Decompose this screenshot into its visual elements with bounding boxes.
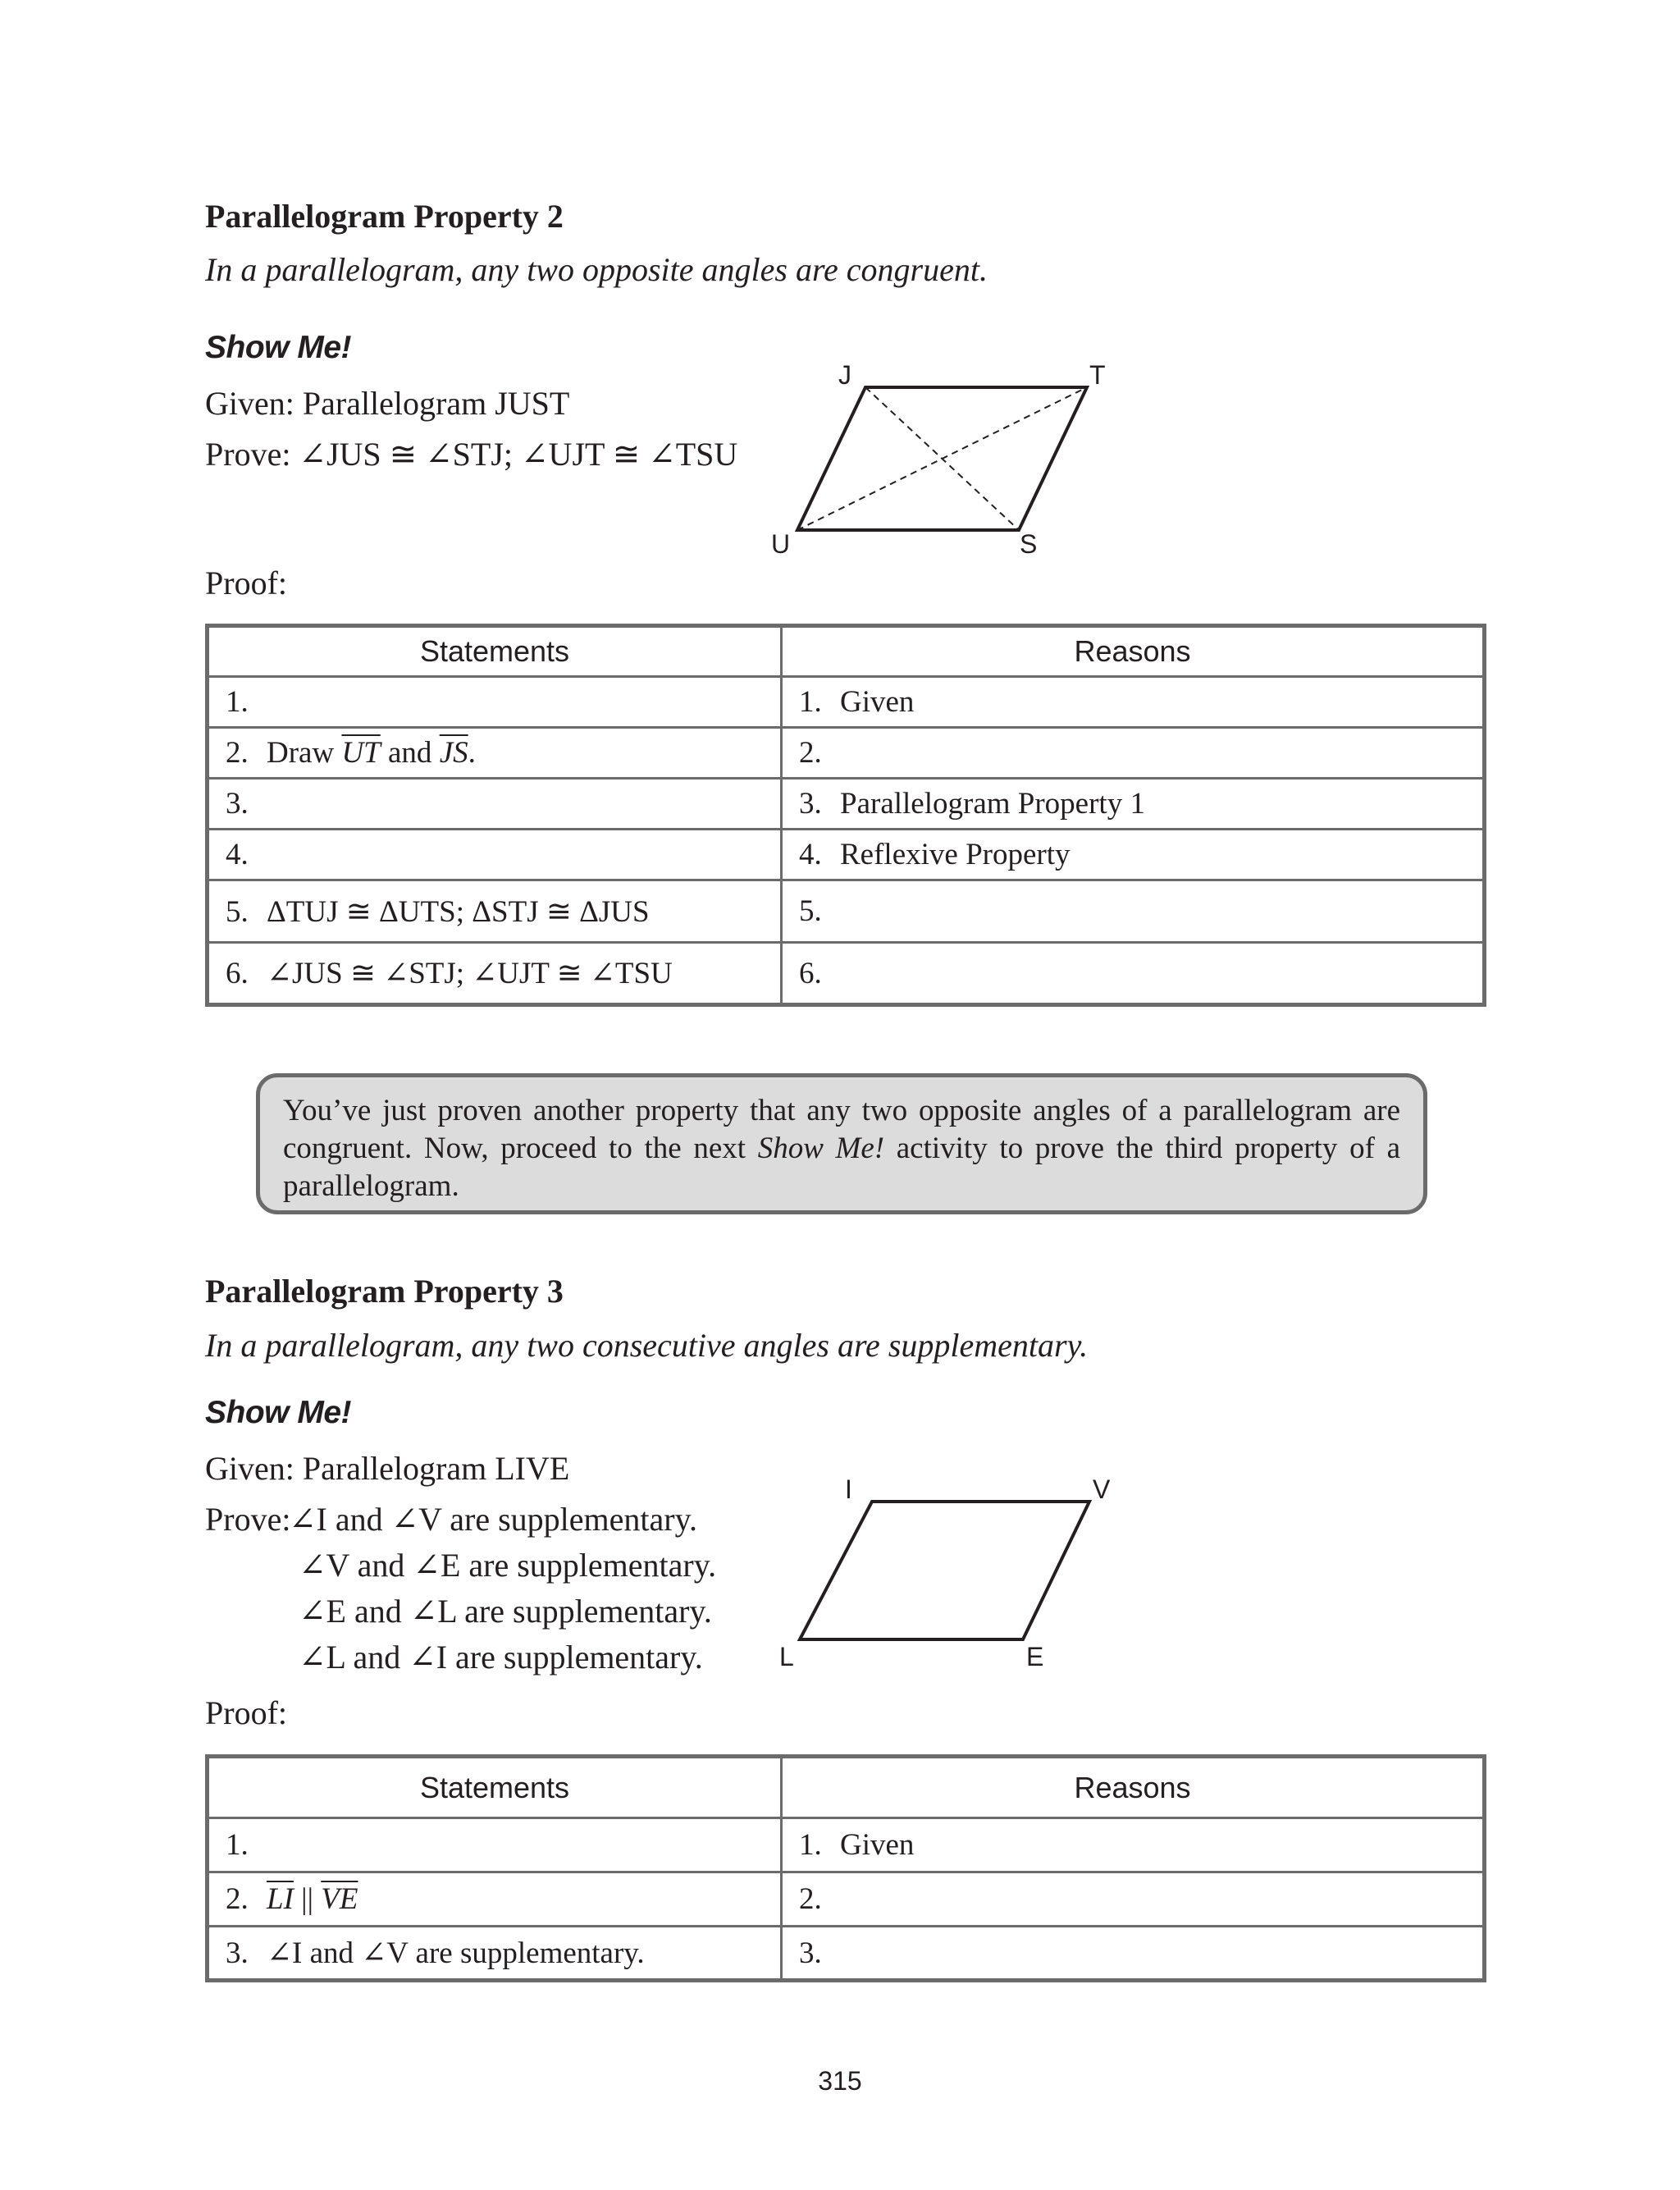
row-number: 1. — [799, 1828, 822, 1862]
vertex-label-t: T — [1089, 360, 1106, 390]
prove-line: ∠L and ∠I are supplementary. — [299, 1639, 703, 1676]
row-number: 6. — [226, 957, 249, 990]
table-row — [208, 1818, 1485, 1872]
row-number: 2. — [226, 736, 249, 770]
statement-cell — [208, 779, 782, 830]
statement-cell — [208, 1818, 782, 1872]
reason-text: Parallelogram Property 1 — [840, 787, 1145, 821]
reason-text: Given — [840, 685, 915, 719]
row-number: 1. — [799, 685, 822, 719]
proof-label: Proof: — [205, 565, 287, 601]
statement-cell — [208, 830, 782, 880]
statement-cell — [208, 1927, 782, 1981]
table-row — [208, 677, 1485, 728]
statements-header: Statements — [208, 1757, 782, 1818]
prove-label: Prove: — [205, 1501, 291, 1538]
vertex-label-l: L — [779, 1642, 794, 1671]
vertex-label-s: S — [1020, 529, 1038, 559]
diagonal-ut — [797, 387, 1087, 530]
reason-cell — [782, 1872, 1485, 1927]
show-me-heading: Show Me! — [205, 330, 351, 365]
row-number: 2. — [799, 1882, 822, 1916]
given-text: Given: Parallelogram JUST — [205, 385, 570, 422]
vertex-label-e: E — [1026, 1642, 1044, 1671]
row-number: 3. — [799, 1936, 822, 1970]
row-number: 1. — [226, 685, 249, 719]
row-number: 2. — [226, 1882, 249, 1916]
table-row — [208, 830, 1485, 880]
table-row — [208, 943, 1485, 1005]
row-number: 2. — [799, 736, 822, 770]
proof-table-1 — [205, 624, 1486, 1007]
statement-cell — [208, 1872, 782, 1927]
property-statement: In a parallelogram, any two consecutive angles are supplementary. — [205, 1327, 1089, 1364]
statement-text: ΔTUJ ≅ ΔUTS; ΔSTJ ≅ ΔJUS — [267, 894, 650, 929]
row-number: 3. — [226, 787, 249, 821]
proof-table-2 — [205, 1754, 1486, 1982]
statement-text: ∠JUS ≅ ∠STJ; ∠UJT ≅ ∠TSU — [267, 957, 673, 990]
row-number: 1. — [226, 1828, 249, 1862]
segment-li: $\overline{LI}$ — [267, 1882, 294, 1916]
segment-ve: $\overline{VE}$ — [321, 1882, 358, 1916]
statement-cell — [208, 943, 782, 1005]
row-number: 3. — [226, 1936, 249, 1970]
table-row — [208, 1927, 1485, 1981]
given-text: Given: Parallelogram LIVE — [205, 1450, 570, 1487]
reason-cell — [782, 943, 1485, 1005]
segment-ut: $\overline{UT}$ — [341, 736, 381, 770]
parallelogram-live-figure — [763, 1469, 1111, 1674]
statements-header: Statements — [208, 626, 782, 677]
reason-cell — [782, 779, 1485, 830]
proof-label: Proof: — [205, 1694, 287, 1731]
table-header-row — [208, 626, 1485, 677]
section-title: Parallelogram Property 2 — [205, 198, 564, 235]
note-text-end: activity to prove the third property of a parallelogram. — [283, 1132, 1400, 1203]
row-number: 3. — [799, 787, 822, 821]
reason-cell — [782, 677, 1485, 728]
reason-cell — [782, 880, 1485, 943]
statement-cell — [208, 677, 782, 728]
prove-line: ∠I and ∠V are supplementary. — [289, 1501, 697, 1538]
note-callout — [256, 1073, 1427, 1214]
statement-cell — [208, 880, 782, 943]
section-title: Parallelogram Property 3 — [205, 1273, 564, 1310]
statement-text: ∠I and ∠V are supplementary. — [267, 1936, 645, 1970]
prove-line: ∠V and ∠E are supplementary. — [299, 1547, 717, 1584]
note-text-start: You’ve just proven another property that any two opposite angles of a parallelogram are congruent. Now, proceed to the next — [283, 1094, 1400, 1165]
row-number: 5. — [799, 894, 822, 928]
reason-cell — [782, 728, 1485, 779]
show-me-heading: Show Me! — [205, 1395, 351, 1430]
prove-line: ∠E and ∠L are supplementary. — [299, 1593, 712, 1630]
table-row — [208, 728, 1485, 779]
reasons-header: Reasons — [782, 1757, 1485, 1818]
vertex-label-j: J — [838, 360, 851, 390]
prove-text: Prove: ∠JUS ≅ ∠STJ; ∠UJT ≅ ∠TSU — [205, 436, 738, 473]
table-row — [208, 779, 1485, 830]
row-number: 4. — [226, 838, 249, 871]
statement-text: Draw $\overline{UT}$ and $\overline{JS}$. — [267, 736, 476, 770]
reasons-header: Reasons — [782, 626, 1485, 677]
row-number: 6. — [799, 956, 822, 990]
reason-cell — [782, 1927, 1485, 1981]
segment-js: $\overline{JS}$ — [439, 736, 468, 770]
reason-text: Reflexive Property — [840, 838, 1071, 871]
table-row — [208, 880, 1485, 943]
vertex-label-v: V — [1093, 1474, 1111, 1504]
row-number: 5. — [226, 894, 249, 929]
reason-cell — [782, 1818, 1485, 1872]
table-header-row — [208, 1757, 1485, 1818]
parallelogram-just-figure — [763, 361, 1107, 558]
statement-cell — [208, 728, 782, 779]
page-number: 315 — [818, 2066, 862, 2096]
vertex-label-i: I — [845, 1474, 852, 1504]
vertex-label-u: U — [771, 529, 791, 559]
note-emphasis: Show Me! — [757, 1132, 885, 1165]
reason-cell — [782, 830, 1485, 880]
parallelogram-live-outline — [800, 1502, 1089, 1639]
statement-text: $\overline{LI}$ || $\overline{VE}$ — [267, 1882, 358, 1916]
reason-text: Given — [840, 1828, 915, 1862]
table-row — [208, 1872, 1485, 1927]
row-number: 4. — [799, 838, 822, 871]
property-statement: In a parallelogram, any two opposite angles are congruent. — [205, 251, 988, 288]
